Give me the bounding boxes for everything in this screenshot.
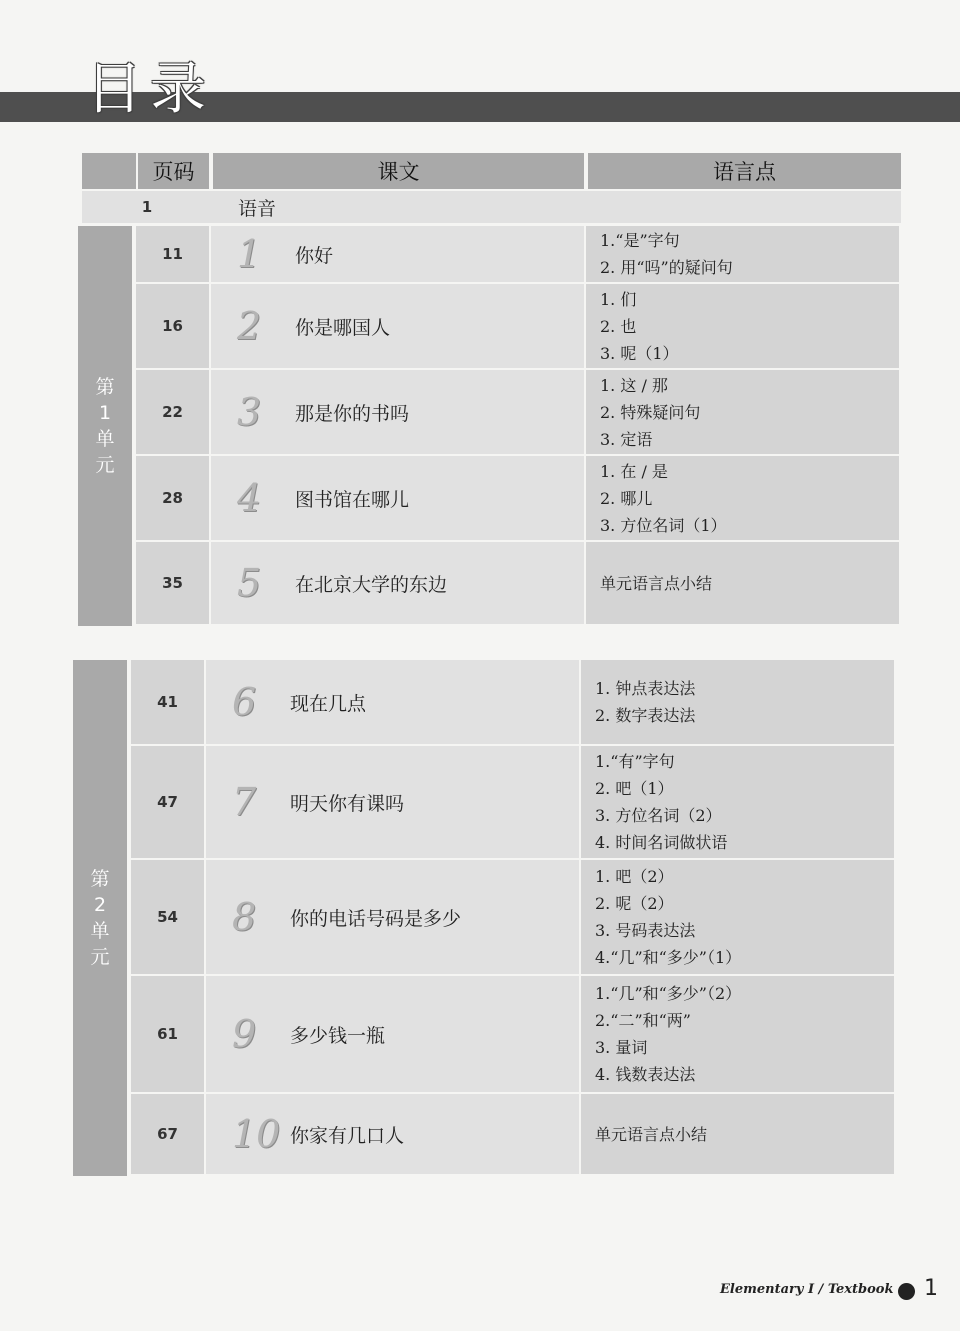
lesson-number: 2 [237, 304, 262, 348]
unit-label-1 [78, 374, 132, 478]
lesson-title: 那是你的书吗 [295, 402, 410, 425]
lesson-page: 54 [157, 908, 178, 926]
lesson-points-cell [581, 660, 894, 744]
language-point: 1. 这 / 那 [600, 375, 668, 395]
lesson-page-cell [136, 226, 209, 282]
lesson-page-cell [136, 284, 209, 368]
unit-label-char: 单 [90, 920, 110, 942]
language-point: 单元语言点小结 [600, 573, 713, 593]
lesson-page: 11 [162, 245, 183, 263]
lesson-page: 67 [157, 1125, 178, 1143]
unit-label-char: 元 [95, 454, 115, 476]
lesson-number: 3 [237, 390, 262, 434]
lesson-number: 1 [237, 232, 262, 276]
lesson-page-cell [136, 456, 209, 540]
lesson-page: 61 [157, 1025, 178, 1043]
lesson-page-cell [131, 660, 204, 744]
footer-page-number: 1 [924, 1276, 938, 1301]
lesson-text-cell [206, 860, 579, 974]
unit-label-char: 元 [90, 946, 110, 968]
language-point: 4.“几”和“多少”（1） [595, 948, 742, 967]
language-point: 2. 也 [600, 316, 637, 336]
lesson-points-cell [586, 370, 899, 454]
intro-title: 语音 [238, 197, 277, 220]
lesson-text-cell [206, 976, 579, 1092]
lesson-number: 7 [232, 780, 257, 824]
unit-label-char: 2 [93, 894, 107, 916]
unit-label-char: 1 [98, 402, 112, 424]
lesson-page-cell [136, 370, 209, 454]
language-point: 1.“几”和“多少”（2） [595, 984, 742, 1003]
lesson-title: 你好 [295, 244, 334, 267]
language-point: 2. 用“吗”的疑问句 [600, 258, 733, 277]
footer-text: Elementary I / Textbook [720, 1282, 894, 1297]
lesson-points-cell [581, 1094, 894, 1174]
lesson-page: 16 [162, 317, 183, 335]
language-point: 2. 哪儿 [600, 488, 653, 508]
lesson-title: 你家有几口人 [290, 1124, 405, 1147]
lesson-page-cell [131, 746, 204, 858]
language-point: 1.“有”字句 [595, 752, 675, 771]
lesson-number: 5 [237, 561, 262, 605]
intro-page-cell [138, 191, 156, 223]
lesson-points-cell [586, 456, 899, 540]
lesson-points-cell [581, 976, 894, 1092]
unit-label-2 [73, 866, 127, 970]
lesson-title: 图书馆在哪儿 [295, 488, 410, 511]
lesson-number: 6 [232, 680, 257, 724]
lesson-points-cell [581, 746, 894, 858]
lesson-text-cell [211, 456, 584, 540]
lesson-title: 你的电话号码是多少 [290, 907, 462, 930]
intro-page: 1 [141, 198, 153, 216]
lesson-text-cell [211, 226, 584, 282]
lesson-page: 35 [162, 574, 183, 592]
language-point: 2. 吧（1） [595, 779, 674, 798]
language-point: 1. 钟点表达法 [595, 679, 696, 698]
lesson-page: 41 [157, 693, 178, 711]
language-point: 单元语言点小结 [595, 1124, 708, 1144]
lesson-number: 4 [237, 476, 262, 520]
lesson-text-cell [211, 370, 584, 454]
lesson-number: 10 [232, 1112, 281, 1156]
lesson-title: 明天你有课吗 [290, 792, 405, 815]
lesson-page: 28 [162, 489, 183, 507]
lesson-page-cell [136, 542, 209, 624]
lesson-text-cell [206, 660, 579, 744]
unit-label-char: 第 [90, 868, 110, 890]
lesson-page-cell [131, 1094, 204, 1174]
lesson-title: 现在几点 [290, 692, 367, 715]
language-point: 3. 方位名词（2） [595, 806, 722, 825]
language-point: 3. 定语 [600, 429, 653, 449]
lesson-text-cell [206, 746, 579, 858]
lesson-title: 多少钱一瓶 [290, 1024, 386, 1047]
lesson-page: 47 [157, 793, 178, 811]
unit-label-char: 第 [95, 376, 115, 398]
language-point: 1. 吧（2） [595, 867, 674, 886]
page-title: 目录 [86, 57, 214, 122]
lesson-page-cell [131, 860, 204, 974]
lesson-title: 在北京大学的东边 [295, 573, 448, 596]
lesson-points-cell [586, 226, 899, 282]
intro-band [82, 191, 901, 223]
intro-title-cell [238, 191, 438, 223]
lesson-points-cell [586, 542, 899, 624]
language-point: 2. 特殊疑问句 [600, 402, 701, 422]
lesson-page: 22 [162, 403, 183, 421]
header-text: 课文 [213, 153, 584, 189]
language-point: 4. 时间名词做状语 [595, 833, 728, 852]
language-point: 3. 方位名词（1） [600, 515, 727, 535]
lesson-number: 8 [232, 895, 257, 939]
lesson-title: 你是哪国人 [295, 316, 391, 339]
language-point: 4. 钱数表达法 [595, 1065, 696, 1084]
header-points: 语言点 [588, 153, 901, 189]
unit-label-char: 单 [95, 428, 115, 450]
lesson-text-cell [206, 1094, 579, 1174]
language-point: 3. 呢（1） [600, 343, 679, 363]
lesson-points-cell [581, 860, 894, 974]
lesson-text-cell [211, 542, 584, 624]
language-point: 1. 在 / 是 [600, 461, 668, 481]
language-point: 3. 量词 [595, 1038, 648, 1057]
header-page: 页码 [138, 153, 209, 189]
lesson-page-cell [131, 976, 204, 1092]
lesson-number: 9 [232, 1012, 257, 1056]
language-point: 1. 们 [600, 289, 637, 309]
footer-bullet-icon [898, 1283, 915, 1300]
header-corner [82, 153, 136, 189]
lesson-text-cell [211, 284, 584, 368]
language-point: 3. 号码表达法 [595, 921, 696, 940]
language-point: 2.“二”和“两” [595, 1011, 691, 1030]
lesson-points-cell [586, 284, 899, 368]
language-point: 2. 呢（2） [595, 894, 674, 913]
language-point: 1.“是”字句 [600, 231, 680, 250]
language-point: 2. 数字表达法 [595, 706, 696, 725]
